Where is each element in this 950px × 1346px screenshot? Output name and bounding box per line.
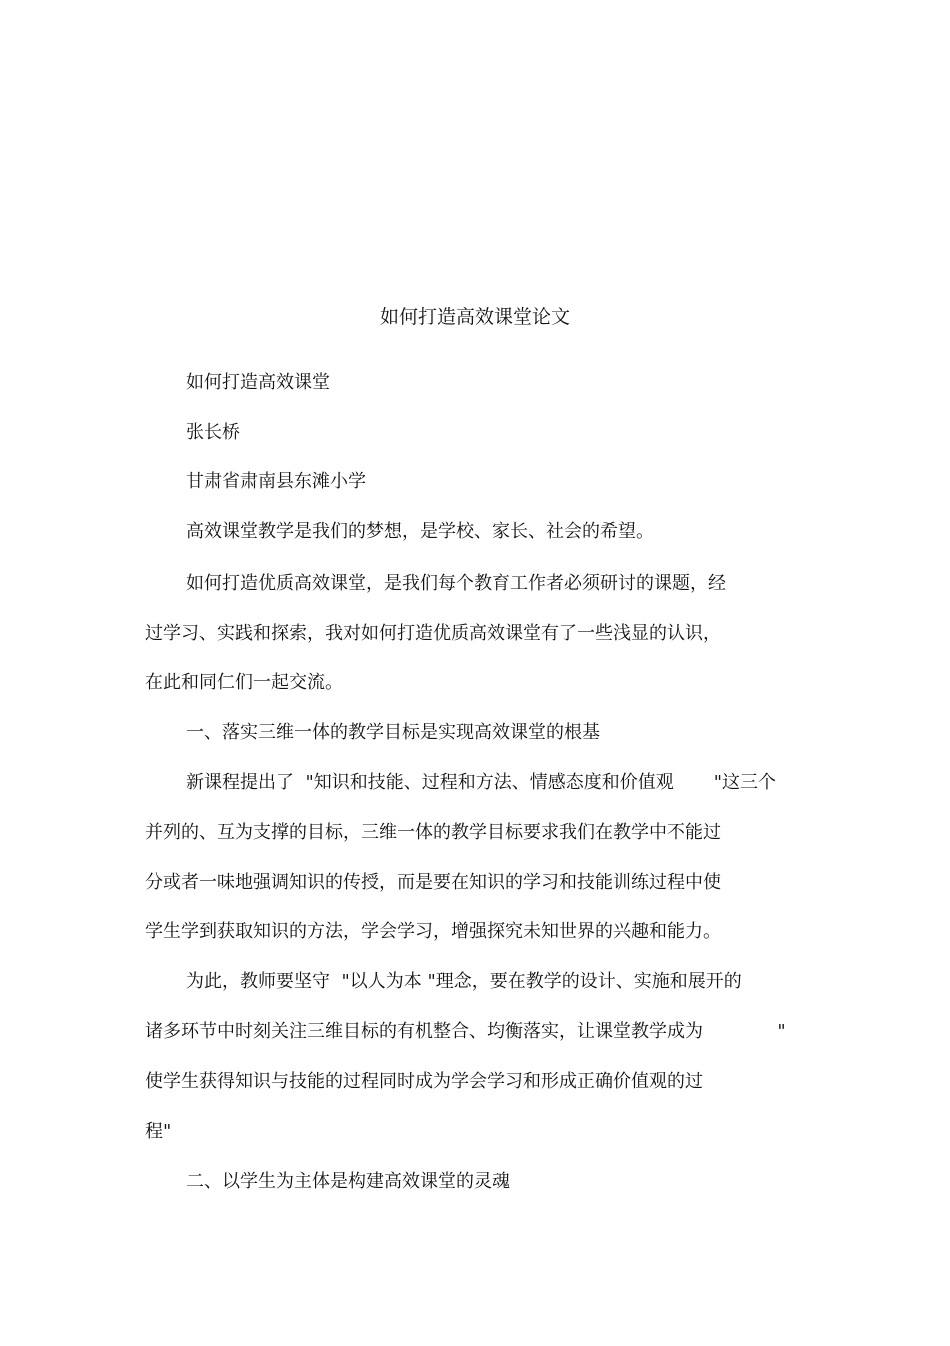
author-line: 张长桥 xyxy=(186,422,240,443)
paragraph-line: 新课程提出了 "知识和技能、过程和方法、情感态度和价值观 "这三个 xyxy=(186,772,777,793)
paragraph-line: 在此和同仁们一起交流。 xyxy=(145,672,343,693)
subtitle-line: 如何打造高效课堂 xyxy=(186,372,330,393)
paragraph-line: 如何打造优质高效课堂，是我们每个教育工作者必须研讨的课题，经 xyxy=(186,573,726,594)
section-heading: 二、以学生为主体是构建高效课堂的灵魂 xyxy=(186,1171,510,1192)
paragraph-line: 学生学到获取知识的方法，学会学习，增强探究未知世界的兴趣和能力。 xyxy=(145,921,721,942)
paragraph-line: 并列的、互为支撑的目标，三维一体的教学目标要求我们在教学中不能过 xyxy=(145,822,721,843)
section-heading: 一、落实三维一体的教学目标是实现高效课堂的根基 xyxy=(186,722,600,743)
paragraph-line: 为此，教师要坚守 "以人为本 "理念，要在教学的设计、实施和展开的 xyxy=(186,971,742,992)
paragraph-line: 程" xyxy=(145,1121,172,1142)
document-title: 如何打造高效课堂论文 xyxy=(379,306,570,328)
affiliation-line: 甘肃省肃南县东滩小学 xyxy=(186,471,366,492)
paragraph-line: 过学习、实践和探索，我对如何打造优质高效课堂有了一些浅显的认识， xyxy=(145,623,721,644)
paragraph-line: 分或者一味地强调知识的传授，而是要在知识的学习和技能训练过程中使 xyxy=(145,872,721,893)
paragraph-line: 使学生获得知识与技能的过程同时成为学会学习和形成正确价值观的过 xyxy=(145,1071,703,1092)
paragraph-line: 诸多环节中时刻关注三维目标的有机整合、均衡落实，让课堂教学成为 " xyxy=(145,1021,786,1042)
paragraph-line: 高效课堂教学是我们的梦想，是学校、家长、社会的希望。 xyxy=(186,521,654,542)
